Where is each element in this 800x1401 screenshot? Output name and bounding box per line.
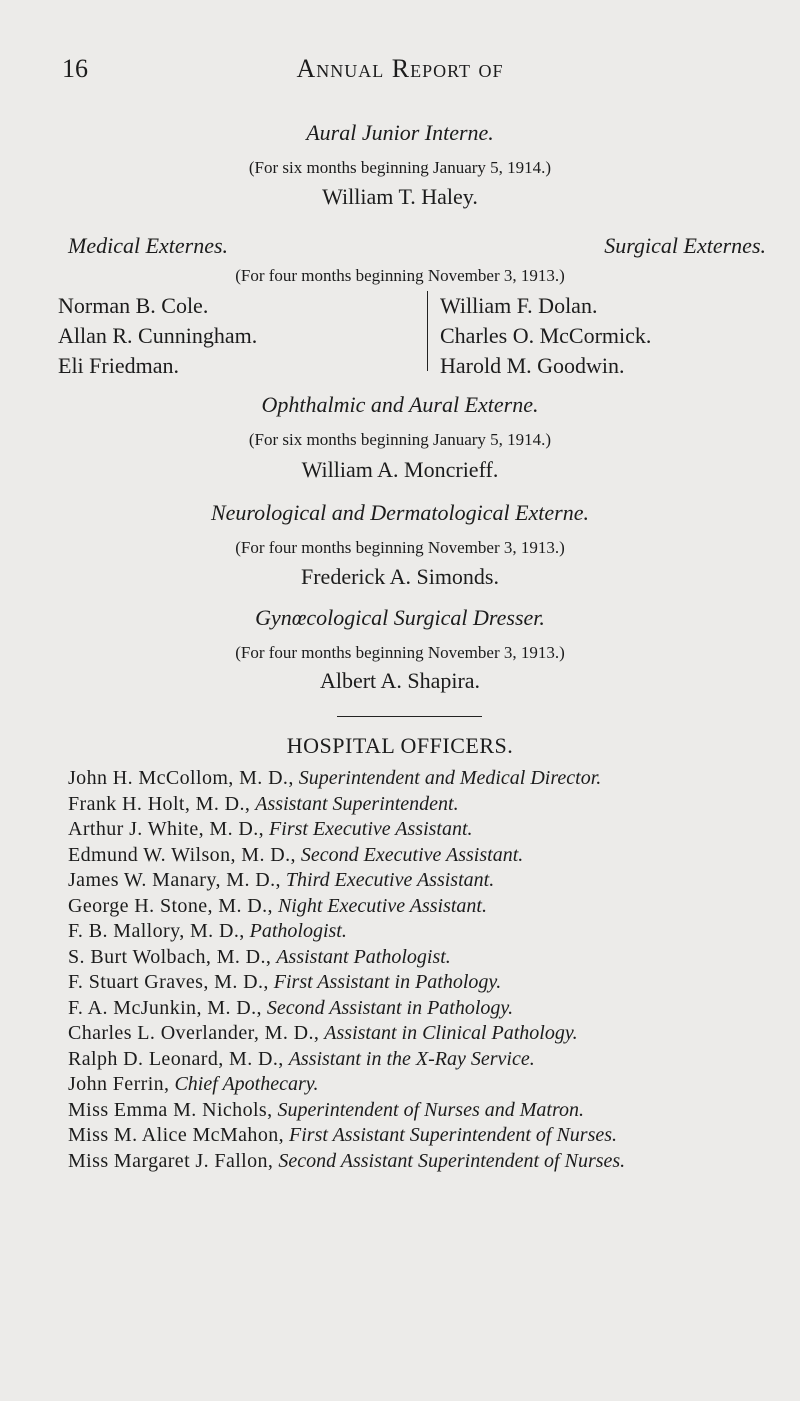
officer-role: Superintendent and Medical Director. — [298, 767, 602, 789]
medical-externes-list — [58, 291, 257, 381]
officer-role: Assistant in the X-Ray Service. — [288, 1047, 535, 1070]
officer-entry — [68, 1098, 768, 1124]
officer-entry — [68, 970, 768, 996]
officer-entry — [68, 766, 768, 792]
officer-role: Second Executive Assistant. — [300, 843, 524, 866]
officer-role: Superintendent of Nurses and Matron. — [277, 1098, 584, 1121]
officer-name: Frank H. Holt, M. D., — [68, 792, 251, 815]
list-item: Allan R. Cunningham. — [58, 323, 258, 348]
ophthalmic-note: (For six months beginning January 5, 1914.) — [248, 430, 552, 449]
neurological-name: Frederick A. Simonds. — [301, 564, 499, 589]
section-divider — [337, 716, 482, 717]
officer-role: First Executive Assistant. — [269, 818, 473, 840]
running-title: Annual Report of — [296, 54, 504, 83]
hospital-officers-list — [68, 766, 768, 1174]
officer-entry — [68, 843, 768, 869]
officer-name: John Ferrin, — [68, 1073, 170, 1095]
officer-name: S. Burt Wolbach, M. D., — [68, 945, 272, 968]
officer-name: Ralph D. Leonard, M. D., — [68, 1047, 284, 1070]
officer-name: George H. Stone, M. D., — [68, 894, 273, 917]
officer-role: Chief Apothecary. — [174, 1073, 319, 1095]
officer-name: John H. McCollom, M. D., — [68, 767, 294, 789]
gynaecological-title: Gynœcological Surgical Dresser. — [255, 605, 545, 630]
list-item: Eli Friedman. — [58, 353, 179, 378]
neurological-title: Neurological and Dermatological Externe. — [210, 500, 589, 525]
officer-role: Assistant in Clinical Pathology. — [324, 1022, 578, 1044]
officer-role: First Assistant in Pathology. — [273, 971, 502, 993]
officer-role: Third Executive Assistant. — [285, 869, 495, 891]
medical-externes-title: Medical Externes. — [68, 233, 229, 258]
officer-entry — [68, 817, 768, 843]
officer-entry — [68, 1123, 768, 1149]
aural-junior-interne-name: William T. Haley. — [322, 184, 478, 209]
officer-role: Pathologist. — [249, 920, 347, 942]
officer-name: F. A. McJunkin, M. D., — [68, 996, 262, 1019]
officer-role: Second Assistant Superintendent of Nurses. — [278, 1149, 626, 1172]
officer-name: Arthur J. White, M. D., — [68, 818, 265, 840]
page-header — [54, 54, 746, 94]
list-item: Norman B. Cole. — [58, 293, 209, 318]
officer-name: Miss Margaret J. Fallon, — [68, 1149, 274, 1172]
officer-entry — [68, 1072, 768, 1098]
column-divider — [427, 291, 428, 371]
officer-role: Night Executive Assistant. — [277, 894, 487, 917]
officer-entry — [68, 1149, 768, 1175]
list-item: Charles O. McCormick. — [440, 323, 652, 348]
aural-junior-interne-note: (For six months beginning January 5, 1914.) — [248, 158, 552, 177]
list-item: William F. Dolan. — [440, 293, 598, 318]
ophthalmic-title: Ophthalmic and Aural Externe. — [261, 392, 539, 417]
officer-role: Assistant Pathologist. — [276, 945, 451, 968]
ophthalmic-name: William A. Moncrieff. — [301, 457, 499, 482]
officer-role: Second Assistant in Pathology. — [266, 996, 514, 1019]
officer-role: First Assistant Superintendent of Nurses. — [289, 1124, 618, 1146]
officer-name: F. Stuart Graves, M. D., — [68, 971, 269, 993]
officer-entry — [68, 792, 768, 818]
officer-role: Assistant Superintendent. — [255, 792, 459, 815]
officer-name: James W. Manary, M. D., — [68, 869, 281, 891]
officer-entry — [68, 1021, 768, 1047]
hospital-officers-title: HOSPITAL OFFICERS. — [286, 733, 514, 758]
officer-entry — [68, 945, 768, 971]
officer-entry — [68, 868, 768, 894]
gynaecological-note: (For four months beginning November 3, 1913.) — [235, 643, 565, 662]
externes-note: (For four months beginning November 3, 1913.) — [235, 266, 565, 285]
officer-name: Miss M. Alice McMahon, — [68, 1124, 285, 1146]
officer-entry — [68, 894, 768, 920]
neurological-note: (For four months beginning November 3, 1913.) — [235, 538, 565, 557]
surgical-externes-title: Surgical Externes. — [604, 233, 766, 258]
officer-name: Edmund W. Wilson, M. D., — [68, 843, 296, 866]
officer-name: F. B. Mallory, M. D., — [68, 920, 245, 942]
surgical-externes-list — [440, 291, 651, 381]
officer-entry — [68, 996, 768, 1022]
officer-name: Charles L. Overlander, M. D., — [68, 1022, 320, 1044]
officer-name: Miss Emma M. Nichols, — [68, 1098, 273, 1121]
officer-entry — [68, 1047, 768, 1073]
list-item: Harold M. Goodwin. — [440, 353, 625, 378]
gynaecological-name: Albert A. Shapira. — [319, 668, 481, 693]
aural-junior-interne-title: Aural Junior Interne. — [306, 120, 494, 145]
page-number: 16 — [62, 54, 88, 83]
officer-entry — [68, 919, 768, 945]
